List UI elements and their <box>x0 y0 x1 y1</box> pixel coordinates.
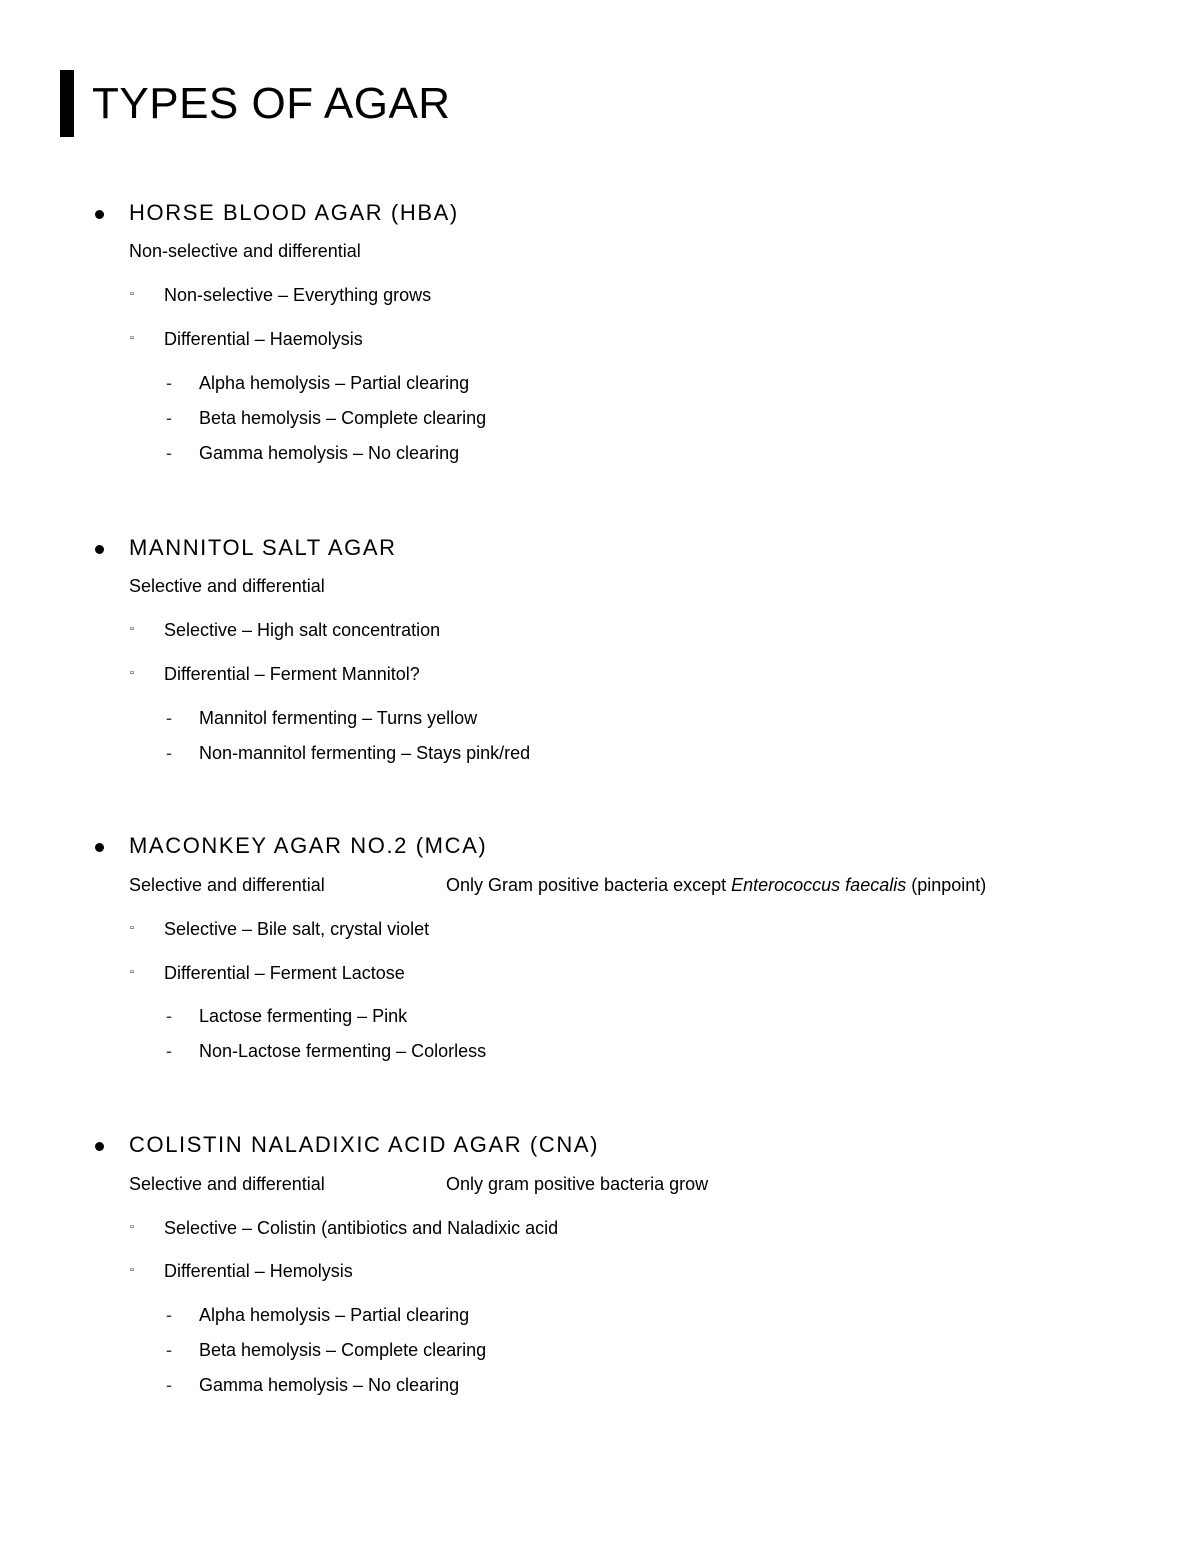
list-item: Differential – Hemolysis <box>164 1261 353 1281</box>
section-heading: HORSE BLOOD AGAR (HBA) <box>129 200 459 225</box>
section-heading: MANNITOL SALT AGAR <box>129 535 397 560</box>
section-note: Only gram positive bacteria grow <box>446 1174 709 1194</box>
square-bullet-icon: ▫ <box>130 623 134 635</box>
sub-list-item: Lactose fermenting – Pink <box>199 1006 408 1026</box>
square-bullet-icon: ▫ <box>130 1264 134 1276</box>
sub-list-item: Alpha hemolysis – Partial clearing <box>199 373 470 393</box>
sub-list-item: Alpha hemolysis – Partial clearing <box>199 1305 470 1325</box>
dash-bullet-icon: - <box>166 408 172 428</box>
bullet-dot-icon <box>95 1142 104 1151</box>
sub-list-item: Non-Lactose fermenting – Colorless <box>199 1041 487 1061</box>
section-description: Selective and differential <box>129 576 325 596</box>
sub-list-item: Mannitol fermenting – Turns yellow <box>199 708 478 728</box>
title-accent-bar <box>60 70 74 137</box>
note-organism: Enterococcus faecalis <box>731 875 907 895</box>
sub-list-item: Gamma hemolysis – No clearing <box>199 443 460 463</box>
note-suffix: (pinpoint) <box>906 875 987 895</box>
square-bullet-icon: ▫ <box>130 332 134 344</box>
sub-list-item: Beta hemolysis – Complete clearing <box>199 1340 487 1360</box>
list-item: Selective – High salt concentration <box>164 620 441 640</box>
dash-bullet-icon: - <box>166 743 172 763</box>
square-bullet-icon: ▫ <box>130 1221 134 1233</box>
section-description: Selective and differential <box>129 875 325 895</box>
list-item: Selective – Bile salt, crystal violet <box>164 919 430 939</box>
sub-list-item: Beta hemolysis – Complete clearing <box>199 408 487 428</box>
square-bullet-icon: ▫ <box>130 966 134 978</box>
bullet-dot-icon <box>95 545 104 554</box>
section-heading: COLISTIN NALADIXIC ACID AGAR (CNA) <box>129 1132 600 1157</box>
dash-bullet-icon: - <box>166 1375 172 1395</box>
bullet-dot-icon <box>95 843 104 852</box>
bullet-dot-icon <box>95 210 104 219</box>
list-item: Selective – Colistin (antibiotics and Naladixic acid <box>164 1218 559 1238</box>
sub-list-item: Non-mannitol fermenting – Stays pink/red <box>199 743 531 763</box>
dash-bullet-icon: - <box>166 708 172 728</box>
page-title: TYPES OF AGAR <box>92 78 451 128</box>
section-heading: MACONKEY AGAR NO.2 (MCA) <box>129 833 488 858</box>
note-text: Only Gram positive bacteria except <box>446 875 732 895</box>
list-item: Non-selective – Everything grows <box>164 285 432 305</box>
list-item: Differential – Ferment Lactose <box>164 963 405 983</box>
dash-bullet-icon: - <box>166 1340 172 1360</box>
dash-bullet-icon: - <box>166 443 172 463</box>
dash-bullet-icon: - <box>166 1305 172 1325</box>
section-description: Selective and differential <box>129 1174 325 1194</box>
list-item: Differential – Haemolysis <box>164 329 363 349</box>
page-title-block <box>60 70 451 137</box>
dash-bullet-icon: - <box>166 1041 172 1061</box>
dash-bullet-icon: - <box>166 1006 172 1026</box>
section-description: Non-selective and differential <box>129 241 361 261</box>
section-note <box>446 875 986 896</box>
square-bullet-icon: ▫ <box>130 288 134 300</box>
square-bullet-icon: ▫ <box>130 922 134 934</box>
square-bullet-icon: ▫ <box>130 667 134 679</box>
dash-bullet-icon: - <box>166 373 172 393</box>
list-item: Differential – Ferment Mannitol? <box>164 664 420 684</box>
sub-list-item: Gamma hemolysis – No clearing <box>199 1375 460 1395</box>
